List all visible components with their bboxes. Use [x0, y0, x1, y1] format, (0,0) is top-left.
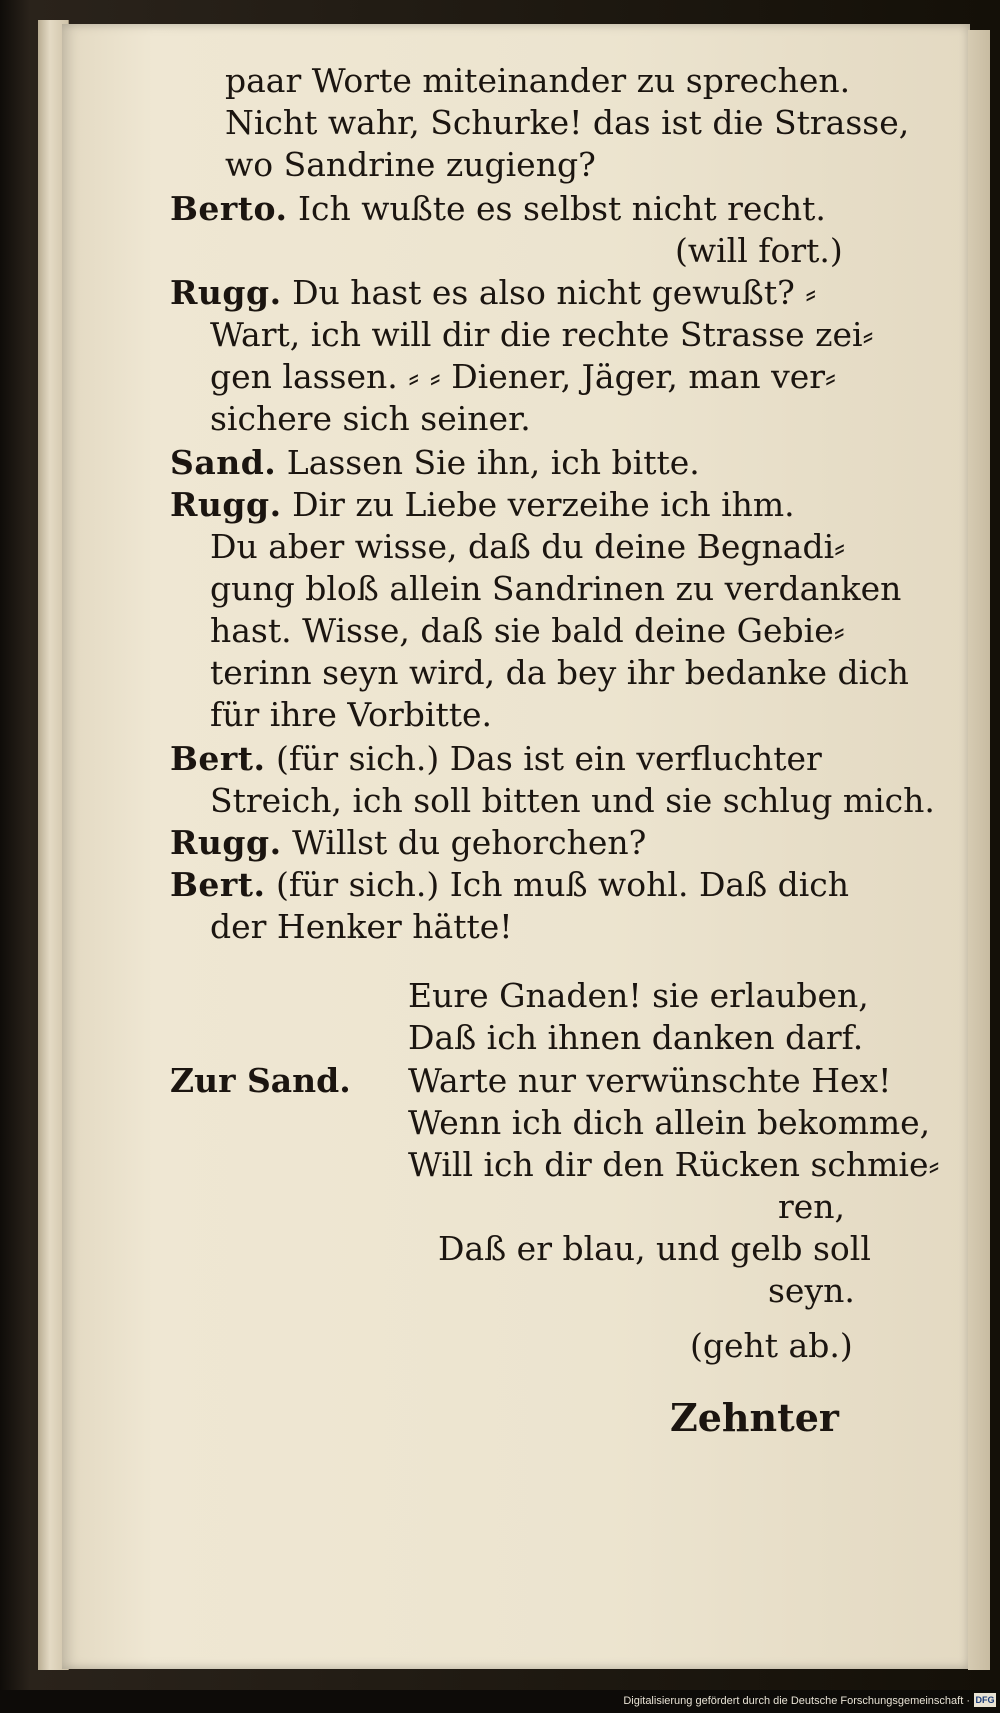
- verse-line: Daß ich ihnen danken darf.: [408, 1018, 864, 1057]
- text-line: Du aber wisse, daß du deine Begnadi⸗: [210, 527, 846, 566]
- stage-direction: (will fort.): [675, 231, 843, 270]
- text-line: hast. Wisse, daß sie bald deine Gebie⸗: [210, 611, 845, 650]
- page-text: [170, 60, 940, 1530]
- verse-line: Warte nur verwünschte Hex!: [408, 1061, 892, 1100]
- speaker-label: Berto.: [170, 189, 288, 228]
- catchword: Zehnter: [670, 1395, 839, 1440]
- text-line: für ihre Vorbitte.: [210, 695, 492, 734]
- speaker-label: Rugg.: [170, 485, 282, 524]
- verse-line: seyn.: [768, 1271, 855, 1310]
- speaker-label: Rugg.: [170, 273, 282, 312]
- verse-line: Will ich dir den Rücken schmie⸗: [408, 1145, 940, 1184]
- dfg-logo: DFG: [975, 1695, 995, 1705]
- dialogue-line: Rugg. Du hast es also nicht gewußt? ⸗: [170, 273, 817, 312]
- text-line: sichere sich seiner.: [210, 399, 531, 438]
- text-line: Streich, ich soll bitten und sie schlug mich.: [210, 781, 935, 820]
- speaker-label: Bert.: [170, 865, 266, 904]
- digitization-credit: Digitalisierung gefördert durch die Deutsche Forschungsgemeinschaft ·: [623, 1695, 970, 1707]
- verse-line: Wenn ich dich allein bekomme,: [408, 1103, 931, 1142]
- text-line: paar Worte miteinander zu sprechen.: [225, 61, 851, 100]
- dialogue-line: Sand. Lassen Sie ihn, ich bitte.: [170, 443, 700, 482]
- dialogue-line: Rugg. Dir zu Liebe verzeihe ich ihm.: [170, 485, 795, 524]
- text-line: wo Sandrine zugieng?: [225, 145, 596, 184]
- dialogue-line: Bert. (für sich.) Ich muß wohl. Daß dich: [170, 865, 850, 904]
- text-line: Wart, ich will dir die rechte Strasse zei⸗: [210, 315, 874, 354]
- text-line: gen lassen. ⸗ ⸗ Diener, Jäger, man ver⸗: [210, 357, 837, 396]
- text-line: der Henker hätte!: [210, 907, 513, 946]
- speaker-label: Bert.: [170, 739, 266, 778]
- verse-line: Eure Gnaden! sie erlauben,: [408, 976, 869, 1015]
- dialogue-line: Bert. (für sich.) Das ist ein verfluchter: [170, 739, 822, 778]
- text-line: terinn seyn wird, da bey ihr bedanke dich: [210, 653, 909, 692]
- page-right-edge: [968, 30, 990, 1670]
- aside-speaker-label: Zur Sand.: [170, 1061, 351, 1100]
- dialogue-line: Berto. Ich wußte es selbst nicht recht.: [170, 189, 826, 228]
- verse-line: Daß er blau, und gelb soll: [438, 1229, 871, 1268]
- stage-direction: (geht ab.): [690, 1326, 853, 1365]
- verse-line: ren,: [778, 1187, 846, 1226]
- speaker-label: Sand.: [170, 443, 277, 482]
- dialogue-line: Rugg. Willst du gehorchen?: [170, 823, 647, 862]
- text-line: gung bloß allein Sandrinen zu verdanken: [210, 569, 902, 608]
- speaker-label: Rugg.: [170, 823, 282, 862]
- text-line: Nicht wahr, Schurke! das ist die Strasse,: [225, 103, 910, 142]
